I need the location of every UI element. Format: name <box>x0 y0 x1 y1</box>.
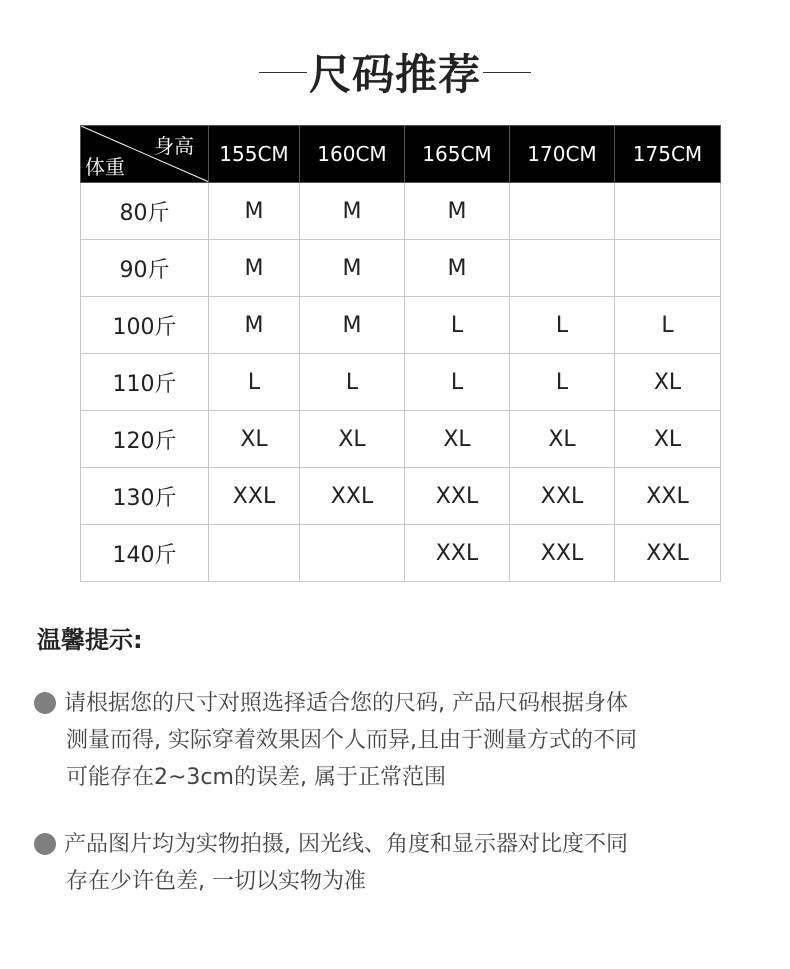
size-cell: XXL <box>209 468 300 525</box>
size-cell: L <box>405 354 510 411</box>
page-title: 尺码推荐 <box>308 50 481 99</box>
size-cell: XL <box>615 354 721 411</box>
size-cell: M <box>300 183 405 240</box>
size-cell: L <box>300 354 405 411</box>
size-cell: XL <box>300 411 405 468</box>
weight-cell: 110斤 <box>81 354 209 411</box>
size-chart-table <box>80 125 721 582</box>
size-cell: XXL <box>615 525 721 582</box>
tip-item <box>24 826 764 900</box>
size-cell: XXL <box>405 525 510 582</box>
height-header-175: 175CM <box>615 126 721 183</box>
table-row <box>81 297 721 354</box>
table-header-row <box>81 126 721 183</box>
table-row <box>81 411 721 468</box>
size-cell: XL <box>405 411 510 468</box>
weight-cell: 130斤 <box>81 468 209 525</box>
size-cell: XL <box>615 411 721 468</box>
weight-cell: 90斤 <box>81 240 209 297</box>
size-cell <box>615 183 721 240</box>
size-cell: XXL <box>405 468 510 525</box>
tip-line: 存在少许色差, 一切以实物为准 <box>66 869 366 894</box>
corner-header-cell <box>81 126 209 183</box>
size-cell: M <box>405 240 510 297</box>
size-cell <box>510 183 615 240</box>
page-title-wrap <box>0 42 790 102</box>
height-header-160: 160CM <box>300 126 405 183</box>
size-cell <box>510 240 615 297</box>
size-cell: L <box>510 297 615 354</box>
size-cell: M <box>405 183 510 240</box>
table-row <box>81 240 721 297</box>
size-cell: XXL <box>300 468 405 525</box>
height-header-155: 155CM <box>209 126 300 183</box>
size-cell: M <box>209 183 300 240</box>
tip-item <box>24 685 764 796</box>
tip-line: 可能存在2~3cm的误差, 属于正常范围 <box>66 765 446 790</box>
height-header-170: 170CM <box>510 126 615 183</box>
size-cell <box>615 240 721 297</box>
size-cell: XXL <box>510 468 615 525</box>
size-cell: M <box>300 297 405 354</box>
size-cell: L <box>510 354 615 411</box>
tip-number-badge: 2 <box>34 833 56 855</box>
size-cell: L <box>209 354 300 411</box>
size-cell: XXL <box>615 468 721 525</box>
tip-line: 测量而得, 实际穿着效果因个人而异,且由于测量方式的不同 <box>66 728 637 753</box>
weight-cell: 140斤 <box>81 525 209 582</box>
tip-line: 请根据您的尺寸对照选择适合您的尺码, 产品尺码根据身体 <box>64 691 628 716</box>
size-cell: XXL <box>510 525 615 582</box>
table-row <box>81 354 721 411</box>
size-cell <box>209 525 300 582</box>
size-cell: L <box>615 297 721 354</box>
height-header-165: 165CM <box>405 126 510 183</box>
table-row <box>81 468 721 525</box>
title-left-rule <box>259 72 307 73</box>
size-cell: XL <box>510 411 615 468</box>
weight-cell: 100斤 <box>81 297 209 354</box>
size-cell: M <box>209 240 300 297</box>
tip-number-badge: 1 <box>34 692 56 714</box>
corner-weight-label: 体重 <box>85 155 125 179</box>
size-cell: XL <box>209 411 300 468</box>
tip-line: 产品图片均为实物拍摄, 因光线、角度和显示器对比度不同 <box>64 832 628 857</box>
weight-cell: 80斤 <box>81 183 209 240</box>
title-right-rule <box>483 72 531 73</box>
table-row <box>81 183 721 240</box>
corner-height-label: 身高 <box>154 134 194 158</box>
tips-title: 温馨提示: <box>37 626 143 654</box>
table-row <box>81 525 721 582</box>
size-cell: M <box>300 240 405 297</box>
size-cell: M <box>209 297 300 354</box>
size-cell: L <box>405 297 510 354</box>
size-cell <box>300 525 405 582</box>
weight-cell: 120斤 <box>81 411 209 468</box>
